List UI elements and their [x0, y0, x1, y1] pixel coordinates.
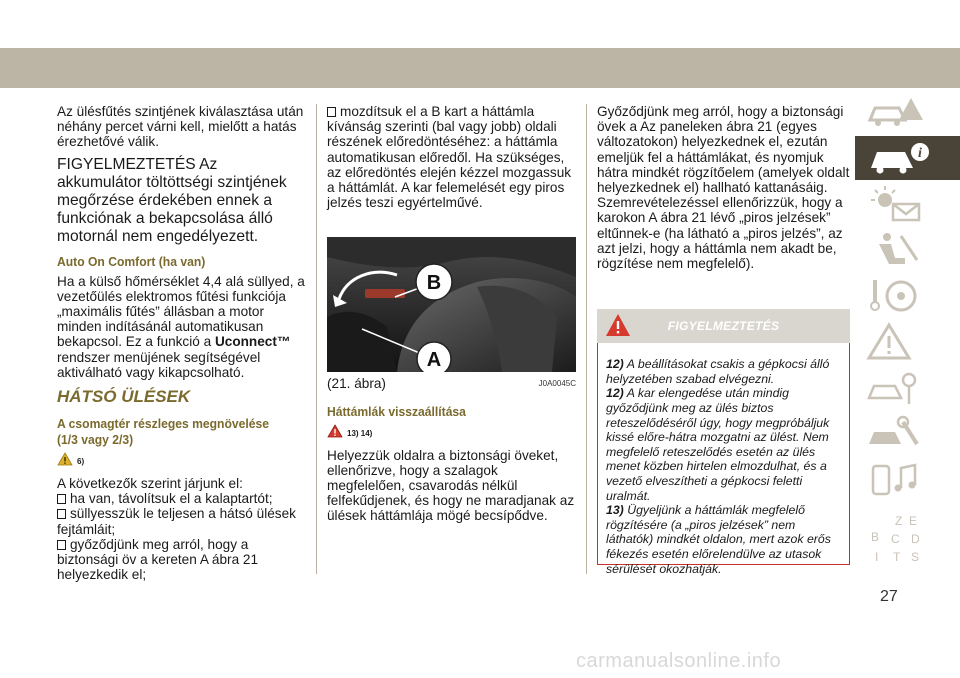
column-2	[327, 104, 579, 530]
page-number: 27	[880, 588, 898, 605]
car-warning-icon	[865, 92, 925, 132]
column-divider	[316, 104, 317, 574]
paragraph-auto-on: Ha a külső hőmérséklet 4,4 alá süllyed, a vezetőülés elektromos fűtési funkciója „maximális fűtés” állásban a motor minden indításánál automatikusan bekapcsol. Ez a funkció a Uconnect™ rendszer menüjének segítségével aktiválható vagy kikapcsolható.	[57, 273, 305, 380]
caption-text: (21. ábra)	[327, 376, 386, 392]
chapter-tab-car-warning[interactable]	[855, 90, 960, 134]
column-1	[57, 104, 305, 582]
svg-text:C: C	[891, 532, 900, 546]
heading-cargo-extension: A csomagtér részleges megnövelése (1/3 vagy 2/3)	[57, 416, 269, 448]
reference-number: 6)	[77, 457, 85, 467]
chapter-sidebar	[855, 90, 960, 602]
heading-auto-on-comfort: Auto On Comfort (ha van)	[57, 253, 206, 269]
chapter-tab-safety[interactable]	[855, 228, 960, 272]
checkbox-bullet-icon	[57, 509, 66, 519]
svg-text:Z: Z	[895, 514, 903, 528]
warning-paragraph: FIGYELMEZTETÉS Az akkumulátor töltöttségi szintjének megőrzése érdekében ennek a funkciónak a bekapcsolása álló motornál nem engedélyezett.	[57, 155, 287, 245]
svg-text:i: i	[918, 146, 922, 161]
alphabet-index-icon	[865, 509, 935, 569]
heading-restore-backrests: Háttámlák visszaállítása	[327, 403, 466, 419]
warning-box-title: FIGYELMEZTETÉS	[667, 319, 780, 334]
header-bar	[0, 48, 960, 88]
car-wrench-icon	[865, 414, 925, 454]
chapter-tab-car-info[interactable]	[855, 136, 960, 180]
list-item: győződjünk meg arról, hogy a biztonsági öv a kereten A ábra 21 helyezkedik el;	[57, 536, 259, 583]
chapter-tab-maintenance[interactable]	[855, 412, 960, 456]
warning-box	[597, 343, 850, 576]
paragraph: Győződjünk meg arról, hogy a biztonsági övek a Az paneleken ábra 21 (egyes változatokon) helyezkednek el, ezután emeljük fel a háttámlákat, és nyomjuk hátra mindkét rögzítőelem (amelyek oldalt helyezkednek el) hallható kattanásáig. Szemrevételezéssel ellenőrizzük, hogy a karokon A ábra 21 lévő „piros jelzések” eltűnnek-e (ha látható a „piros jelzés”, az azt jelzi, hogy a háttámla nem akadt be, rögzítése nem megfelelő).	[597, 104, 850, 272]
heading-rear-seats: HÁTSÓ ÜLÉSEK	[57, 387, 191, 407]
photo-label-a: A	[426, 349, 442, 372]
warning-reference	[327, 424, 579, 438]
triangle-warning-icon	[865, 322, 925, 362]
svg-text:E: E	[909, 514, 918, 528]
warning-box-header	[597, 309, 850, 343]
warning-triangle-icon	[57, 452, 73, 466]
car-key-icon	[865, 368, 925, 408]
chapter-tab-driving[interactable]	[855, 274, 960, 318]
paragraph-restore: Helyezzük oldalra a biztonsági öveket, ellenőrizve, hogy a szalagok megfelelően, csavarodás nélkül felfekűdjenek, és hogy ne maradjanak az ülések háttámlája mögé becsípődve.	[327, 447, 575, 524]
column-divider	[586, 104, 587, 574]
svg-text:B: B	[871, 530, 880, 544]
warning-reference	[57, 452, 305, 466]
rear-seat-illustration	[327, 237, 576, 372]
checkbox-bullet-icon	[57, 540, 66, 550]
warning-triangle-icon	[327, 424, 343, 438]
list-item: süllyesszük le teljesen a hátsó ülések fejtámláit;	[57, 506, 296, 537]
chapter-tab-lights[interactable]	[855, 182, 960, 226]
list-item: mozdítsuk el a B kart a háttámla kívánság szerinti (bal vagy jobb) oldali részének előredöntéséhez: a háttámla automatikusan előredől. Ha szükséges, az előredöntés elején kézzel mozgassuk a háttámlát. A kar felemelését egy piros jelzés teszi egyértelművé.	[327, 104, 572, 211]
figure-code: J0A0045C	[538, 379, 576, 389]
reference-number: 13) 14)	[347, 428, 373, 438]
light-envelope-icon	[865, 184, 925, 224]
svg-text:I: I	[875, 550, 879, 564]
warning-item: 13) Ügyeljünk a háttámlák megfelelő rögzítésére (a „piros jelzések” nem láthatók) mindkét oldalon, mert azok erős fékezés esetén előrelendülve az utasok sérülését okozhatják.	[606, 503, 831, 576]
tools-steering-icon	[865, 276, 925, 316]
paragraph: Az ülésfűtés szintjének kiválasztása után néhány percet várni kell, mielőtt a hatás érezhetővé válik.	[57, 104, 304, 150]
chapter-tab-emergency[interactable]	[855, 366, 960, 410]
chapter-tab-index[interactable]	[855, 504, 960, 574]
checkbox-bullet-icon	[57, 494, 66, 504]
svg-text:D: D	[911, 532, 920, 546]
warning-item: 12) A kar elengedése után mindig győződjünk meg az ülés biztos reteszelődéséről úgy, hogy megpróbáljuk kissé előre-hátra mozgatni az ülést. Nem megfelelő reteszelődés esetén az ülés menet közben hirtelen elmozdulhat, és a vezető elveszítheti a gépkocsi feletti uralmát.	[606, 386, 830, 503]
figure-21-photo	[327, 237, 576, 372]
column-3	[597, 104, 850, 576]
warning-item: 12) A beállításokat csakis a gépkocsi álló helyzetében szabad elvégezni.	[606, 357, 830, 386]
watermark-text: carmanualsonline.info	[576, 650, 782, 672]
music-phone-icon	[865, 460, 925, 500]
chapter-tab-warnings[interactable]	[855, 320, 960, 364]
steps-intro: A következők szerint járjunk el:	[57, 476, 243, 492]
svg-text:T: T	[893, 550, 901, 564]
photo-label-b: B	[426, 272, 442, 295]
list-item: ha van, távolítsuk el a kalaptartót;	[57, 491, 305, 506]
chapter-tab-multimedia[interactable]	[855, 458, 960, 502]
checkbox-bullet-icon	[327, 107, 336, 117]
figure-caption	[327, 376, 576, 391]
seat-person-icon	[865, 230, 925, 270]
svg-text:S: S	[911, 550, 920, 564]
car-info-icon	[865, 138, 935, 178]
